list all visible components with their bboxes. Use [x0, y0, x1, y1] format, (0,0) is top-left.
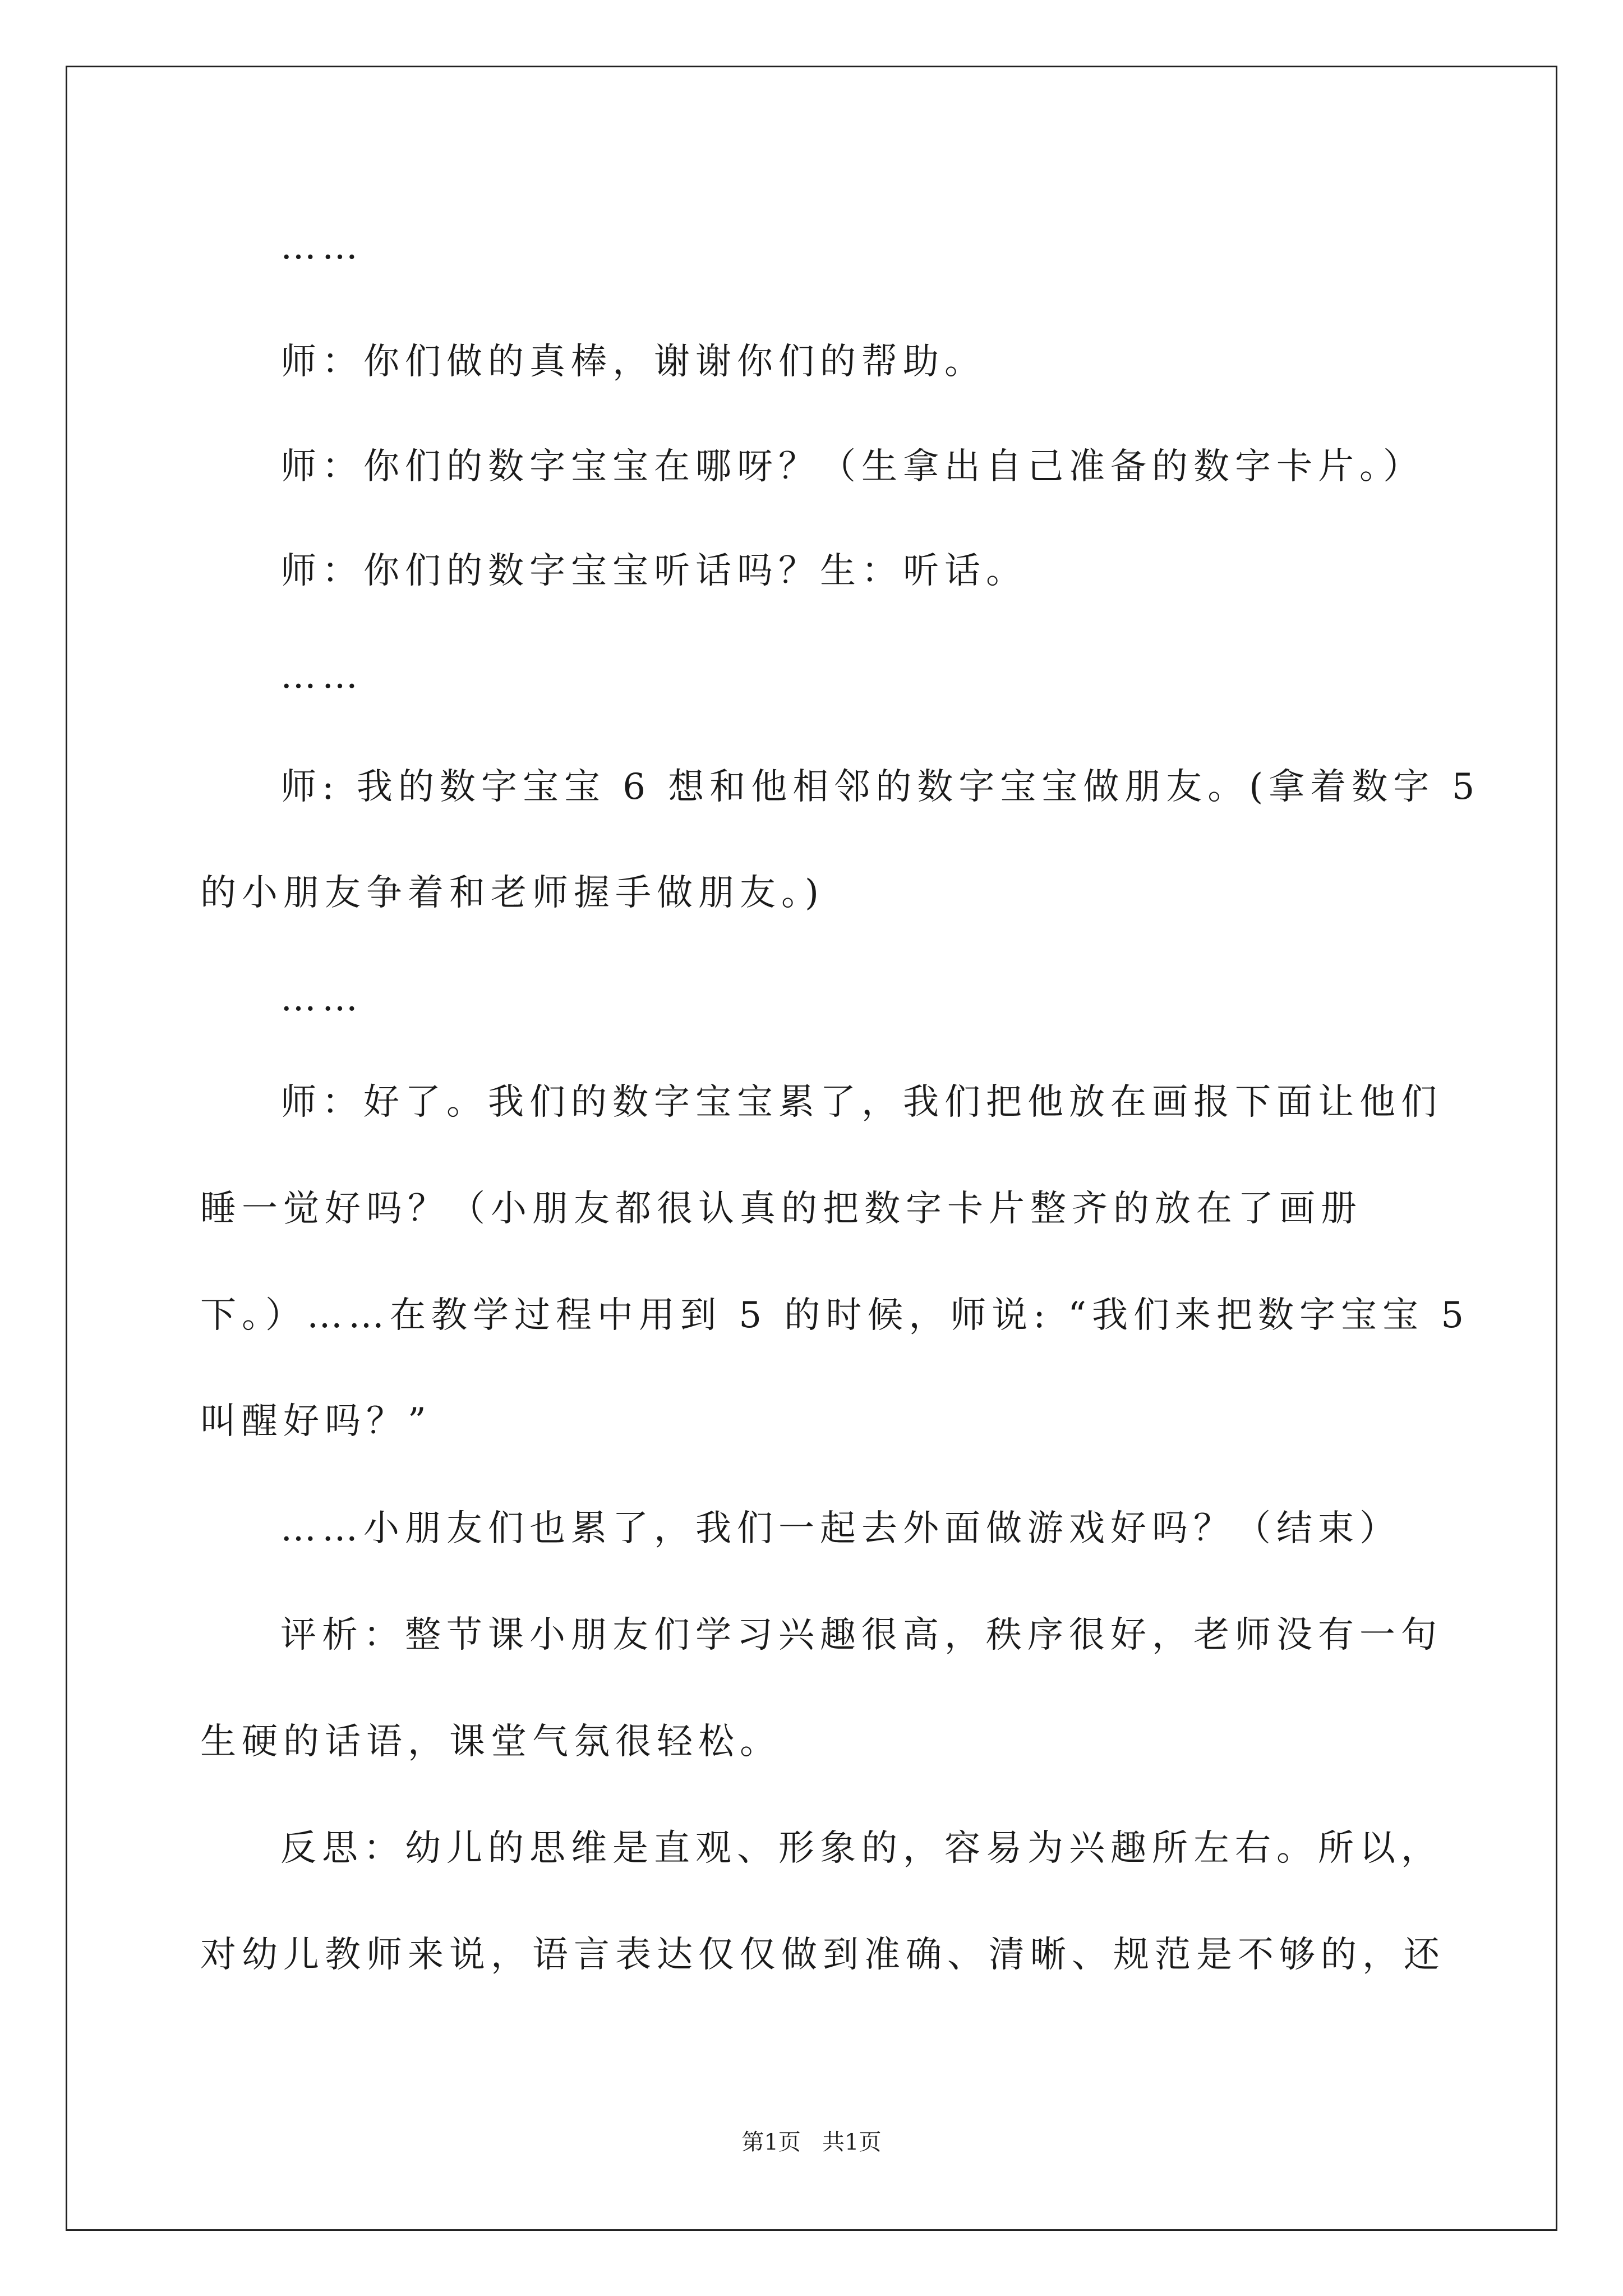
ellipsis-line: ……	[280, 226, 363, 268]
body-text-line: 师：你们做的真棒，谢谢你们的帮助。	[280, 341, 986, 383]
body-text-line: 反思：幼儿的思维是直观、形象的，容易为兴趣所左右。所以，	[280, 1828, 1442, 1869]
body-text-line: 评析：整节课小朋友们学习兴趣很高，秩序很好，老师没有一句	[280, 1614, 1442, 1656]
body-text-line: 睡一觉好吗？（小朋友都很认真的把数字卡片整齐的放在了画册	[200, 1188, 1362, 1230]
body-text-line: 叫醒好吗？”	[200, 1401, 432, 1442]
page-footer: 第1页 共1页	[741, 2129, 882, 2155]
body-text-line: 师：你们的数字宝宝听话吗？生：听话。	[280, 550, 1027, 592]
page-border	[66, 66, 1557, 2231]
body-text-line: 下。）……在教学过程中用到 5 的时候，师说: “我们来把数字宝宝 5	[200, 1295, 1470, 1336]
body-text-line: 生硬的话语，课堂气氛很轻松。	[200, 1721, 781, 1763]
body-text-line: 师: 我的数字宝宝 6 想和他相邻的数字宝宝做朋友。(拿着数字 5	[280, 766, 1481, 808]
body-text-line: 师：你们的数字宝宝在哪呀？（生拿出自己准备的数字卡片。）	[280, 446, 1424, 487]
ellipsis-line: ……	[280, 978, 363, 1019]
body-text-line: 师：好了。我们的数字宝宝累了，我们把他放在画报下面让他们	[280, 1082, 1442, 1123]
body-text-line: 对幼儿教师来说，语言表达仅仅做到准确、清晰、规范是不够的，还	[200, 1934, 1445, 1976]
body-text-line: 的小朋友争着和老师握手做朋友。)	[200, 872, 824, 914]
body-text-line: ……小朋友们也累了，我们一起去外面做游戏好吗？（结束）	[280, 1508, 1401, 1549]
ellipsis-line: ……	[280, 655, 363, 697]
